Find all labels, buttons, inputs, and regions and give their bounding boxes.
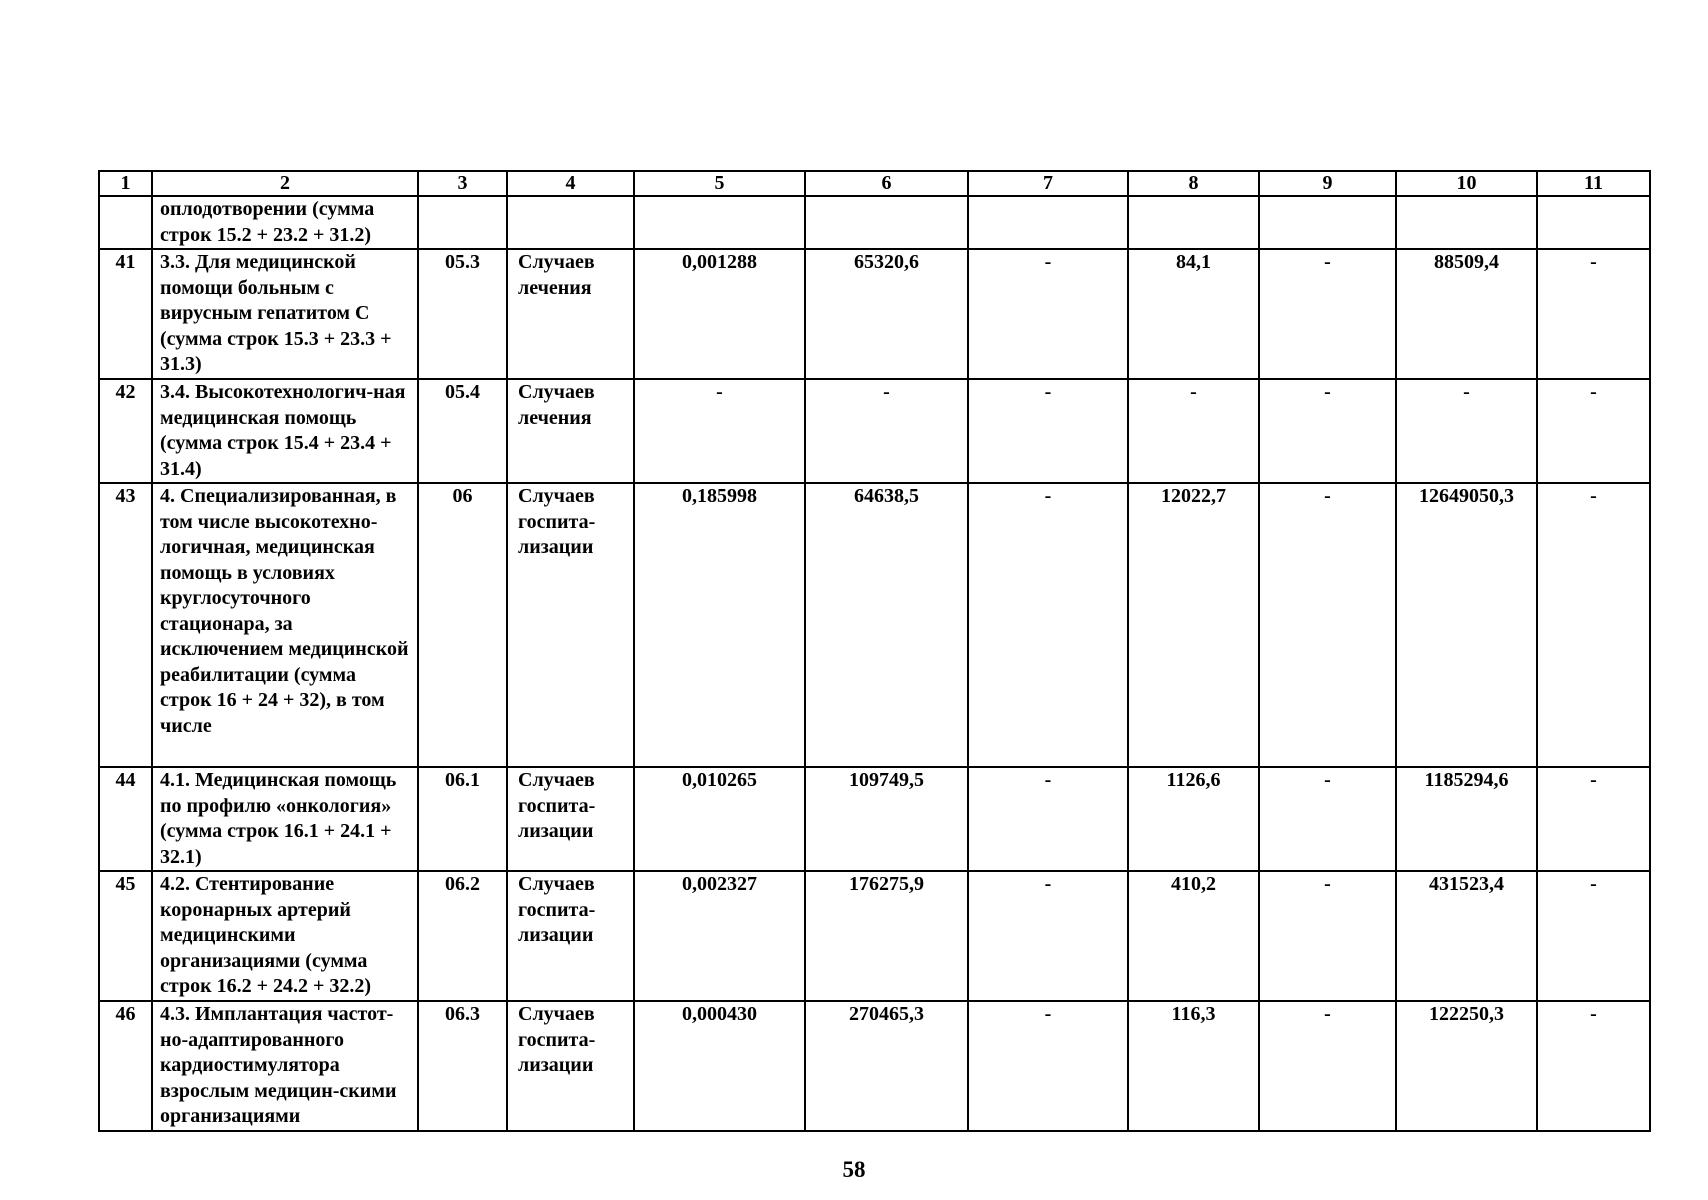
cell-col8: 1126,6 <box>1128 767 1259 871</box>
row-unit: Случаев госпита-лизации <box>507 871 634 1001</box>
row-name: 4.1. Медицинская помощь по профилю «онкология» (сумма строк 16.1 + 24.1 + 32.1) <box>152 767 418 871</box>
column-number: 4 <box>507 171 634 196</box>
cell-col7: - <box>968 379 1128 483</box>
cell-col6: 176275,9 <box>805 871 968 1001</box>
column-number-row <box>99 171 1650 196</box>
row-number: 41 <box>99 249 152 379</box>
cell-col7: - <box>968 249 1128 379</box>
table-row <box>99 1001 1650 1131</box>
row-code <box>418 196 507 249</box>
column-number: 3 <box>418 171 507 196</box>
cell-col10: 1185294,6 <box>1396 767 1537 871</box>
cell-col8: 84,1 <box>1128 249 1259 379</box>
row-number: 45 <box>99 871 152 1001</box>
cell-col11: - <box>1537 379 1650 483</box>
cell-col9 <box>1259 196 1396 249</box>
column-number: 6 <box>805 171 968 196</box>
cell-col10: 431523,4 <box>1396 871 1537 1001</box>
row-unit: Случаев лечения <box>507 249 634 379</box>
cell-col5: 0,010265 <box>634 767 805 871</box>
cell-col11: - <box>1537 249 1650 379</box>
cell-col6: 270465,3 <box>805 1001 968 1131</box>
cell-col9: - <box>1259 249 1396 379</box>
cell-col9: - <box>1259 483 1396 767</box>
page-number: 58 <box>842 1157 866 1182</box>
cell-col6 <box>805 196 968 249</box>
cell-col10: 88509,4 <box>1396 249 1537 379</box>
cell-col10: 122250,3 <box>1396 1001 1537 1131</box>
cell-col9: - <box>1259 379 1396 483</box>
row-unit: Случаев госпита-лизации <box>507 483 634 767</box>
row-number: 43 <box>99 483 152 767</box>
row-name: 3.4. Высокотехнологич-ная медицинская помощь (сумма строк 15.4 + 23.4 + 31.4) <box>152 379 418 483</box>
cell-col6: - <box>805 379 968 483</box>
cell-col7: - <box>968 483 1128 767</box>
table-row <box>99 767 1650 871</box>
cell-col11: - <box>1537 767 1650 871</box>
row-name: 4. Специализированная, в том числе высокотехно-логичная, медицинская помощь в условиях круглосуточного стационара, за исключением медицинской реабилитации (сумма строк 16 + 24 + 32), в том числе <box>152 483 418 767</box>
cell-col7 <box>968 196 1128 249</box>
cell-col8: 410,2 <box>1128 871 1259 1001</box>
row-code: 05.3 <box>418 249 507 379</box>
cell-col10: 12649050,3 <box>1396 483 1537 767</box>
cell-col7: - <box>968 767 1128 871</box>
cell-col5: 0,000430 <box>634 1001 805 1131</box>
cell-col10: - <box>1396 379 1537 483</box>
column-number: 10 <box>1396 171 1537 196</box>
column-number: 1 <box>99 171 152 196</box>
table-row <box>99 871 1650 1001</box>
cell-col9: - <box>1259 1001 1396 1131</box>
row-code: 06 <box>418 483 507 767</box>
column-number: 5 <box>634 171 805 196</box>
column-number: 11 <box>1537 171 1650 196</box>
row-number: 44 <box>99 767 152 871</box>
row-unit <box>507 196 634 249</box>
cell-col11: - <box>1537 1001 1650 1131</box>
table-row <box>99 483 1650 767</box>
cell-col7: - <box>968 1001 1128 1131</box>
row-code: 06.2 <box>418 871 507 1001</box>
table-row <box>99 196 1650 249</box>
row-number <box>99 196 152 249</box>
column-number: 9 <box>1259 171 1396 196</box>
cell-col10 <box>1396 196 1537 249</box>
cell-col5 <box>634 196 805 249</box>
cell-col6: 64638,5 <box>805 483 968 767</box>
table-row <box>99 249 1650 379</box>
cell-col7: - <box>968 871 1128 1001</box>
row-unit: Случаев лечения <box>507 379 634 483</box>
data-table <box>98 170 1651 1132</box>
column-number: 2 <box>152 171 418 196</box>
cell-col8: 12022,7 <box>1128 483 1259 767</box>
cell-col11: - <box>1537 871 1650 1001</box>
cell-col8: 116,3 <box>1128 1001 1259 1131</box>
table-row <box>99 379 1650 483</box>
cell-col8: - <box>1128 379 1259 483</box>
row-code: 06.1 <box>418 767 507 871</box>
cell-col8 <box>1128 196 1259 249</box>
row-unit: Случаев госпита-лизации <box>507 767 634 871</box>
row-name: 3.3. Для медицинской помощи больным с вирусным гепатитом С (сумма строк 15.3 + 23.3 + 31.3) <box>152 249 418 379</box>
cell-col6: 65320,6 <box>805 249 968 379</box>
row-name: 4.3. Имплантация частот-но-адаптированного кардиостимулятора взрослым медицин-скими организациями <box>152 1001 418 1131</box>
cell-col9: - <box>1259 767 1396 871</box>
column-number: 8 <box>1128 171 1259 196</box>
cell-col5: 0,185998 <box>634 483 805 767</box>
row-name: 4.2. Стентирование коронарных артерий медицинскими организациями (сумма строк 16.2 + 24.2 + 32.2) <box>152 871 418 1001</box>
cell-col9: - <box>1259 871 1396 1001</box>
cell-col11 <box>1537 196 1650 249</box>
row-code: 05.4 <box>418 379 507 483</box>
column-number: 7 <box>968 171 1128 196</box>
row-unit: Случаев госпита-лизации <box>507 1001 634 1131</box>
cell-col11: - <box>1537 483 1650 767</box>
row-name: оплодотворении (сумма строк 15.2 + 23.2 + 31.2) <box>152 196 418 249</box>
cell-col5: 0,002327 <box>634 871 805 1001</box>
row-code: 06.3 <box>418 1001 507 1131</box>
cell-col5: 0,001288 <box>634 249 805 379</box>
row-number: 46 <box>99 1001 152 1131</box>
cell-col6: 109749,5 <box>805 767 968 871</box>
cell-col5: - <box>634 379 805 483</box>
row-number: 42 <box>99 379 152 483</box>
